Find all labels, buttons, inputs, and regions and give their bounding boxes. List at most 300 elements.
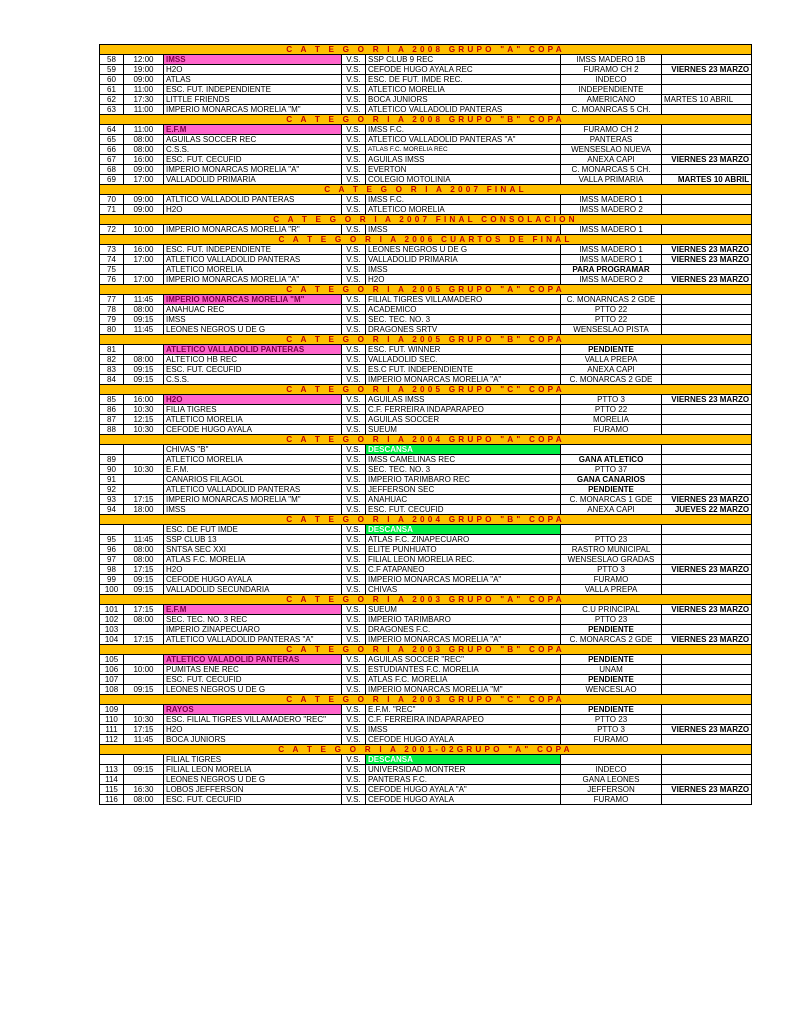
match-number: 80: [100, 325, 124, 335]
match-date: [662, 445, 752, 455]
venue: IMSS MADERO 1: [561, 245, 662, 255]
match-time: 10:30: [124, 715, 164, 725]
home-team: ATLETICO VALADOLID PANTERAS: [164, 655, 342, 665]
match-time: [124, 625, 164, 635]
versus-label: V.S.: [342, 295, 366, 305]
match-row: [100, 355, 752, 365]
match-row: [100, 365, 752, 375]
match-date: [662, 295, 752, 305]
venue: INDEPENDIENTE: [561, 85, 662, 95]
match-date: VIERNES 23 MARZO: [662, 395, 752, 405]
home-team: ESC. DE FUT IMDE: [164, 525, 342, 535]
away-team: ANAHUAC: [366, 495, 561, 505]
away-team: E.F.M. "REC": [366, 705, 561, 715]
venue: PTTO 23: [561, 615, 662, 625]
match-row: [100, 715, 752, 725]
home-team: IMSS: [164, 55, 342, 65]
match-date: [662, 225, 752, 235]
match-number: 82: [100, 355, 124, 365]
match-row: [100, 55, 752, 65]
category-title: C A T E G O R I A 2003 GRUPO "A" COPA: [100, 595, 752, 605]
away-team: ATLAS F.C. MORELIA: [366, 675, 561, 685]
home-team: LITTLE FRIENDS: [164, 95, 342, 105]
match-row: [100, 465, 752, 475]
away-team: UNIVERSIDAD MONTRER: [366, 765, 561, 775]
match-time: [124, 445, 164, 455]
match-number: 87: [100, 415, 124, 425]
away-team: C.F. FERREIRA INDAPARAPEO: [366, 715, 561, 725]
home-team: PUMITAS ENE REC: [164, 665, 342, 675]
category-title: C A T E G O R I A 2003 GRUPO "C" COPA: [100, 695, 752, 705]
match-row: [100, 255, 752, 265]
match-number: 97: [100, 555, 124, 565]
match-date: [662, 265, 752, 275]
away-team: DESCANSA: [366, 525, 561, 535]
match-time: 17:30: [124, 95, 164, 105]
match-date: MARTES 10 ABRIL: [662, 95, 752, 105]
versus-label: V.S.: [342, 325, 366, 335]
match-time: 10:30: [124, 465, 164, 475]
versus-label: V.S.: [342, 635, 366, 645]
versus-label: V.S.: [342, 755, 366, 765]
venue: FURAMO: [561, 425, 662, 435]
away-team: ESTUDIANTES F.C. MORELIA: [366, 665, 561, 675]
match-date: [662, 765, 752, 775]
match-number: 85: [100, 395, 124, 405]
match-date: [662, 525, 752, 535]
away-team: ATLAS F.C. MORELIA REC: [366, 145, 561, 155]
match-date: VIERNES 23 MARZO: [662, 725, 752, 735]
match-time: 12:00: [124, 55, 164, 65]
match-date: [662, 325, 752, 335]
match-number: 99: [100, 575, 124, 585]
venue: JEFFERSON: [561, 785, 662, 795]
venue: PENDIENTE: [561, 345, 662, 355]
venue: PTTO 3: [561, 725, 662, 735]
away-team: BOCA JUNIORS: [366, 95, 561, 105]
away-team: VALLADOLID PRIMARIA: [366, 255, 561, 265]
match-date: [662, 55, 752, 65]
versus-label: V.S.: [342, 475, 366, 485]
venue: C. MONARNCAS 2 GDE: [561, 295, 662, 305]
match-date: [662, 675, 752, 685]
versus-label: V.S.: [342, 165, 366, 175]
match-date: [662, 555, 752, 565]
venue: PENDIENTE: [561, 485, 662, 495]
away-team: IMPERIO MONARCAS MORELIA "A": [366, 375, 561, 385]
category-title: C A T E G O R I A 2005 GRUPO "C" COPA: [100, 385, 752, 395]
match-number: 84: [100, 375, 124, 385]
match-date: [662, 795, 752, 805]
match-date: [662, 425, 752, 435]
home-team: IMPERIO MONARCAS MORELIA "M": [164, 495, 342, 505]
away-team: AGUILAS SOCCER: [366, 415, 561, 425]
versus-label: V.S.: [342, 395, 366, 405]
match-date: [662, 685, 752, 695]
venue: FURAMO: [561, 575, 662, 585]
venue: C. MONARCAS 5 CH.: [561, 165, 662, 175]
versus-label: V.S.: [342, 245, 366, 255]
venue: GANA ATLETICO: [561, 455, 662, 465]
away-team: LEONES NEGROS U DE G: [366, 245, 561, 255]
match-number: 107: [100, 675, 124, 685]
versus-label: V.S.: [342, 565, 366, 575]
versus-label: V.S.: [342, 665, 366, 675]
match-date: [662, 75, 752, 85]
versus-label: V.S.: [342, 125, 366, 135]
versus-label: V.S.: [342, 205, 366, 215]
match-row: [100, 425, 752, 435]
match-date: VIERNES 23 MARZO: [662, 635, 752, 645]
venue: GANA CANARIOS: [561, 475, 662, 485]
versus-label: V.S.: [342, 785, 366, 795]
category-title: C A T E G O R I A 2007 FINAL CONSOLACION: [100, 215, 752, 225]
match-row: [100, 225, 752, 235]
match-time: [124, 775, 164, 785]
match-time: 18:00: [124, 505, 164, 515]
match-row: [100, 345, 752, 355]
match-number: 62: [100, 95, 124, 105]
home-team: SNTSA SEC XXI: [164, 545, 342, 555]
versus-label: V.S.: [342, 735, 366, 745]
home-team: IMPERIO MONARCAS MORELIA "R": [164, 225, 342, 235]
away-team: EVERTON: [366, 165, 561, 175]
match-number: 77: [100, 295, 124, 305]
home-team: C.S.S.: [164, 375, 342, 385]
away-team: AGUILAS IMSS: [366, 155, 561, 165]
versus-label: V.S.: [342, 255, 366, 265]
match-time: 08:00: [124, 795, 164, 805]
match-time: 09:15: [124, 575, 164, 585]
category-header: [100, 285, 752, 295]
venue: IMSS MADERO 1B: [561, 55, 662, 65]
match-time: 08:00: [124, 355, 164, 365]
match-time: 11:45: [124, 295, 164, 305]
match-date: VIERNES 23 MARZO: [662, 255, 752, 265]
match-date: [662, 465, 752, 475]
home-team: H2O: [164, 725, 342, 735]
venue: IMSS MADERO 1: [561, 195, 662, 205]
match-date: [662, 755, 752, 765]
away-team: DRAGONES SRTV: [366, 325, 561, 335]
home-team: ESC. FUT. CECUFID: [164, 795, 342, 805]
match-row: [100, 485, 752, 495]
away-team: ELITE PUNHUATO: [366, 545, 561, 555]
match-time: 17:15: [124, 635, 164, 645]
home-team: VALLADOLID PRIMARIA: [164, 175, 342, 185]
match-number: 59: [100, 65, 124, 75]
away-team: IMPERIO TARIMBARO REC: [366, 475, 561, 485]
away-team: IMPERIO TARIMBARO: [366, 615, 561, 625]
away-team: CHIVAS: [366, 585, 561, 595]
match-number: 112: [100, 735, 124, 745]
match-time: 16:30: [124, 785, 164, 795]
match-time: 11:45: [124, 735, 164, 745]
away-team: JEFFERSON SEC: [366, 485, 561, 495]
match-number: [100, 525, 124, 535]
venue: [561, 755, 662, 765]
away-team: VALLADOLID SEC.: [366, 355, 561, 365]
home-team: IMPERIO MONARCAS MORELIA "M": [164, 105, 342, 115]
venue: C. MONARCAS 2 GDE: [561, 375, 662, 385]
match-time: [124, 755, 164, 765]
match-date: [662, 85, 752, 95]
match-number: 58: [100, 55, 124, 65]
match-number: 95: [100, 535, 124, 545]
away-team: IMPERIO MONARCAS MORELIA "A": [366, 635, 561, 645]
venue: C. MONARCAS 2 GDE: [561, 635, 662, 645]
match-row: [100, 395, 752, 405]
versus-label: V.S.: [342, 145, 366, 155]
venue: C.U PRINCIPAL: [561, 605, 662, 615]
away-team: SEC. TEC. NO. 3: [366, 465, 561, 475]
match-number: 105: [100, 655, 124, 665]
match-time: 09:15: [124, 765, 164, 775]
versus-label: V.S.: [342, 575, 366, 585]
versus-label: V.S.: [342, 625, 366, 635]
versus-label: V.S.: [342, 225, 366, 235]
match-time: 11:00: [124, 105, 164, 115]
match-row: [100, 325, 752, 335]
match-row: [100, 245, 752, 255]
schedule-table: [99, 44, 752, 805]
versus-label: V.S.: [342, 305, 366, 315]
category-header: [100, 595, 752, 605]
match-number: 96: [100, 545, 124, 555]
away-team: DESCANSA: [366, 755, 561, 765]
venue: VALLA PREPA: [561, 585, 662, 595]
venue: PENDIENTE: [561, 625, 662, 635]
away-team: ESC. DE FUT. IMDE REC.: [366, 75, 561, 85]
home-team: ATLAS F.C. MORELIA: [164, 555, 342, 565]
versus-label: V.S.: [342, 275, 366, 285]
away-team: PANTERAS F.C.: [366, 775, 561, 785]
away-team: CEFODE HUGO AYALA "A": [366, 785, 561, 795]
match-number: 69: [100, 175, 124, 185]
venue: WENSESLAO PISTA: [561, 325, 662, 335]
home-team: E.F.M: [164, 125, 342, 135]
versus-label: V.S.: [342, 465, 366, 475]
home-team: H2O: [164, 65, 342, 75]
away-team: SUEUM: [366, 425, 561, 435]
home-team: SSP CLUB 13: [164, 535, 342, 545]
venue: WENCESLAO: [561, 685, 662, 695]
match-row: [100, 605, 752, 615]
match-number: 81: [100, 345, 124, 355]
versus-label: V.S.: [342, 535, 366, 545]
match-row: [100, 795, 752, 805]
home-team: SEC. TEC. NO. 3 REC: [164, 615, 342, 625]
match-row: [100, 205, 752, 215]
away-team: SSP CLUB 9 REC: [366, 55, 561, 65]
match-time: [124, 475, 164, 485]
match-row: [100, 705, 752, 715]
venue: VALLA PREPA: [561, 355, 662, 365]
match-date: [662, 135, 752, 145]
match-date: [662, 715, 752, 725]
match-date: [662, 655, 752, 665]
category-header: [100, 115, 752, 125]
match-row: [100, 125, 752, 135]
away-team: DRAGONES F.C.: [366, 625, 561, 635]
match-time: 10:30: [124, 425, 164, 435]
match-number: 103: [100, 625, 124, 635]
home-team: IMPERIO MONARCAS MORELIA "A": [164, 275, 342, 285]
versus-label: V.S.: [342, 765, 366, 775]
match-date: [662, 415, 752, 425]
match-date: [662, 165, 752, 175]
match-row: [100, 445, 752, 455]
match-time: 16:00: [124, 395, 164, 405]
match-date: [662, 615, 752, 625]
category-title: C A T E G O R I A 2001-02GRUPO "A" COPA: [100, 745, 752, 755]
match-number: 90: [100, 465, 124, 475]
match-date: [662, 195, 752, 205]
category-title: C A T E G O R I A 2004 GRUPO "B" COPA: [100, 515, 752, 525]
match-time: 08:00: [124, 145, 164, 155]
home-team: ESC. FUT. CECUFID: [164, 675, 342, 685]
venue: PARA PROGRAMAR: [561, 265, 662, 275]
away-team: C.F. FERREIRA INDAPARAPEO: [366, 405, 561, 415]
match-row: [100, 555, 752, 565]
venue: RASTRO MUNICIPAL: [561, 545, 662, 555]
match-time: 08:00: [124, 135, 164, 145]
venue: FURAMO: [561, 735, 662, 745]
versus-label: V.S.: [342, 455, 366, 465]
match-time: 09:15: [124, 685, 164, 695]
venue: PTTO 22: [561, 405, 662, 415]
match-number: 63: [100, 105, 124, 115]
match-number: [100, 445, 124, 455]
versus-label: V.S.: [342, 525, 366, 535]
away-team: FILIAL TIGRES VILLAMADERO: [366, 295, 561, 305]
home-team: AGUILAS SOCCER REC: [164, 135, 342, 145]
match-number: 111: [100, 725, 124, 735]
versus-label: V.S.: [342, 675, 366, 685]
home-team: LEONES NEGROS U DE G: [164, 325, 342, 335]
away-team: ATLAS F.C. ZINAPECUARO: [366, 535, 561, 545]
match-row: [100, 295, 752, 305]
category-title: C A T E G O R I A 2007 FINAL: [100, 185, 752, 195]
match-number: 106: [100, 665, 124, 675]
match-date: VIERNES 23 MARZO: [662, 245, 752, 255]
away-team: SUEUM: [366, 605, 561, 615]
match-number: 70: [100, 195, 124, 205]
venue: AMERICANO: [561, 95, 662, 105]
match-date: [662, 475, 752, 485]
away-team: ESC. FUT. CECUFID: [366, 505, 561, 515]
match-time: 09:00: [124, 75, 164, 85]
venue: PTTO 23: [561, 715, 662, 725]
match-time: 17:00: [124, 275, 164, 285]
match-number: 89: [100, 455, 124, 465]
match-row: [100, 275, 752, 285]
away-team: FILIAL LEON MORELIA REC.: [366, 555, 561, 565]
home-team: IMPERIO MONARCAS MORELIA "M": [164, 295, 342, 305]
match-number: 98: [100, 565, 124, 575]
match-row: [100, 305, 752, 315]
match-date: VIERNES 23 MARZO: [662, 565, 752, 575]
venue: FURAMO CH 2: [561, 65, 662, 75]
versus-label: V.S.: [342, 415, 366, 425]
away-team: IMPERIO MONARCAS MORELIA "M": [366, 685, 561, 695]
match-time: 09:15: [124, 365, 164, 375]
versus-label: V.S.: [342, 55, 366, 65]
match-row: [100, 545, 752, 555]
match-row: [100, 405, 752, 415]
match-date: [662, 775, 752, 785]
venue: GANA LEONES: [561, 775, 662, 785]
match-number: 104: [100, 635, 124, 645]
match-row: [100, 85, 752, 95]
match-date: [662, 145, 752, 155]
schedule-body: [100, 45, 752, 805]
match-date: VIERNES 23 MARZO: [662, 785, 752, 795]
match-number: 73: [100, 245, 124, 255]
match-number: 109: [100, 705, 124, 715]
match-row: [100, 655, 752, 665]
away-team: ATLETICO MORELIA: [366, 205, 561, 215]
match-number: 88: [100, 425, 124, 435]
match-time: 12:15: [124, 415, 164, 425]
home-team: RAYOS: [164, 705, 342, 715]
match-number: 79: [100, 315, 124, 325]
away-team: IMSS: [366, 725, 561, 735]
versus-label: V.S.: [342, 775, 366, 785]
category-title: C A T E G O R I A 2005 GRUPO "A" COPA: [100, 285, 752, 295]
home-team: VALLADOLID SECUNDARIA: [164, 585, 342, 595]
venue: IMSS MADERO 2: [561, 205, 662, 215]
match-time: [124, 655, 164, 665]
versus-label: V.S.: [342, 605, 366, 615]
match-number: 101: [100, 605, 124, 615]
match-time: 08:00: [124, 555, 164, 565]
match-time: 09:00: [124, 205, 164, 215]
match-date: [662, 455, 752, 465]
match-time: 08:00: [124, 305, 164, 315]
category-title: C A T E G O R I A 2004 GRUPO "A" COPA: [100, 435, 752, 445]
versus-label: V.S.: [342, 425, 366, 435]
match-row: [100, 675, 752, 685]
versus-label: V.S.: [342, 615, 366, 625]
match-row: [100, 75, 752, 85]
versus-label: V.S.: [342, 505, 366, 515]
away-team: C.F ATAPANEO: [366, 565, 561, 575]
away-team: IMSS: [366, 265, 561, 275]
category-header: [100, 645, 752, 655]
home-team: FILIA TIGRES: [164, 405, 342, 415]
home-team: CHIVAS "B": [164, 445, 342, 455]
match-row: [100, 765, 752, 775]
versus-label: V.S.: [342, 65, 366, 75]
venue: WENSESLAO NUEVA: [561, 145, 662, 155]
versus-label: V.S.: [342, 545, 366, 555]
match-time: 16:00: [124, 245, 164, 255]
match-row: [100, 495, 752, 505]
match-row: [100, 565, 752, 575]
match-time: 16:00: [124, 155, 164, 165]
match-date: [662, 535, 752, 545]
category-header: [100, 45, 752, 55]
category-title: C A T E G O R I A 2008 GRUPO "B" COPA: [100, 115, 752, 125]
match-number: 114: [100, 775, 124, 785]
venue: WENSESLAO GRADAS: [561, 555, 662, 565]
home-team: IMSS: [164, 505, 342, 515]
versus-label: V.S.: [342, 585, 366, 595]
versus-label: V.S.: [342, 405, 366, 415]
match-row: [100, 375, 752, 385]
match-row: [100, 135, 752, 145]
